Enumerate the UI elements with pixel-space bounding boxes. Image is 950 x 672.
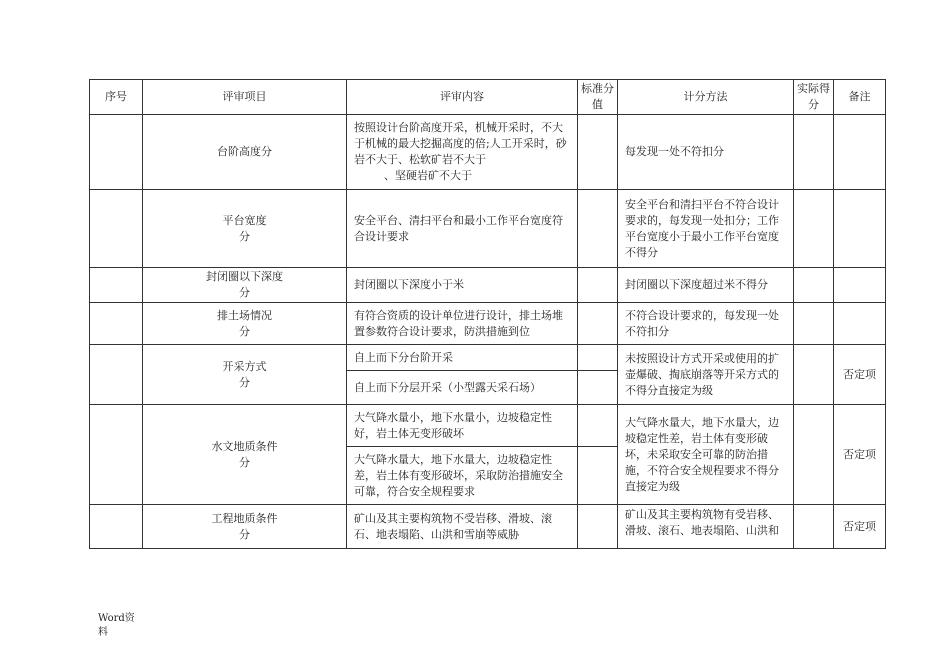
- remark-cell: 否定项: [834, 505, 886, 549]
- table-row: [90, 405, 886, 447]
- content-cell: 封闭圈以下深度小于米: [347, 268, 578, 303]
- header-item: 评审项目: [143, 80, 347, 115]
- item-cell: [143, 505, 347, 549]
- content-cell: 大气降水量大，地下水量大，边坡稳定性差，岩土体有变形破坏，采取防治措施安全可靠，符合安全规程要求: [347, 447, 578, 505]
- table-row: [90, 345, 886, 371]
- method-cell: [618, 505, 794, 549]
- actual-cell: [794, 190, 834, 268]
- item-label: 开采方式: [222, 359, 267, 373]
- standard-cell: [578, 345, 618, 371]
- content-cell: 自上而下分层开采（小型露天采石场）: [347, 371, 578, 405]
- content-cell: 自上而下分台阶开采: [347, 345, 578, 371]
- content-cell: 有符合资质的设计单位进行设计，排土场堆置参数符合设计要求，防洪措施到位: [347, 303, 578, 345]
- item-score: 分: [239, 527, 250, 541]
- method-cell: 安全平台和清扫平台不符合设计要求的，每发现一处扣分；工作平台宽度小于最小工作平台宽度不得分: [618, 190, 794, 268]
- actual-cell: [794, 115, 834, 190]
- standard-cell: [578, 115, 618, 190]
- actual-cell: [794, 268, 834, 303]
- method-cell: 大气降水量大，地下水量大，边坡稳定性差，岩土体有变形破坏，未采取安全可靠的防治措施，不符合安全规程要求不得分直接定为级: [618, 405, 794, 505]
- standard-cell: [578, 405, 618, 447]
- header-actual: 实际得分: [794, 80, 834, 115]
- item-score: 分: [239, 324, 250, 338]
- remark-cell: [834, 303, 886, 345]
- standard-cell: [578, 371, 618, 405]
- actual-cell: [794, 345, 834, 405]
- remark-cell: [834, 190, 886, 268]
- standard-cell: [578, 505, 618, 549]
- content-cell: [347, 115, 578, 190]
- item-label: 排土场情况: [217, 308, 272, 322]
- actual-cell: [794, 303, 834, 345]
- actual-cell: [794, 405, 834, 505]
- item-label: 封闭圈以下深度: [206, 270, 283, 283]
- item-cell: [143, 345, 347, 405]
- item-label: 平台宽度: [222, 213, 267, 227]
- item-label: 水文地质条件: [211, 439, 278, 453]
- remark-cell: 否定项: [834, 405, 886, 505]
- table-row: [90, 115, 886, 190]
- header-seq: 序号: [90, 80, 143, 115]
- content-cell: 安全平台、清扫平台和最小工作平台宽度符合设计要求: [347, 190, 578, 268]
- content-text: 按照设计台阶高度开采，机械开采时，不大于机械的最大挖掘高度的倍;人工开采时，砂岩不大于、松软矿岩不大于: [354, 121, 567, 166]
- seq-cell: [90, 115, 143, 190]
- item-cell: [143, 190, 347, 268]
- seq-cell: [90, 345, 143, 405]
- seq-cell: [90, 303, 143, 345]
- remark-cell: [834, 115, 886, 190]
- standard-cell: [578, 190, 618, 268]
- standard-cell: [578, 303, 618, 345]
- actual-cell: [794, 505, 834, 549]
- item-score: 分: [239, 286, 250, 299]
- item-cell: [143, 303, 347, 345]
- table-row: [90, 190, 886, 268]
- table-row: [90, 303, 886, 345]
- method-cell: 未按照设计方式开采或使用的扩壶爆破、掏底崩落等开采方式的不得分直接定为级: [618, 345, 794, 405]
- remark-cell: [834, 268, 886, 303]
- evaluation-table: [89, 79, 886, 549]
- seq-cell: [90, 505, 143, 549]
- page-footer: Word资料: [98, 613, 135, 638]
- table-row: [90, 268, 886, 303]
- seq-cell: [90, 190, 143, 268]
- item-cell: 台阶高度分: [143, 115, 347, 190]
- item-score: 分: [239, 375, 250, 389]
- item-cell: [143, 405, 347, 505]
- method-cell: 不符合设计要求的，每发现一处不符扣分: [618, 303, 794, 345]
- content-cell: 矿山及其主要构筑物不受岩移、滑坡、滚石、地表塌陷、山洪和雪崩等威胁: [347, 505, 578, 549]
- method-cell: 封闭圈以下深度超过米不得分: [618, 268, 794, 303]
- content-text-continued: 、坚硬岩矿不大于: [384, 169, 472, 182]
- remark-cell: 否定项: [834, 345, 886, 405]
- item-cell: [143, 268, 347, 303]
- header-remark: 备注: [834, 80, 886, 115]
- method-text-clipped: 矿山及其主要构筑物有受岩移、滑坡、滚石、地表塌陷、山洪和: [625, 507, 779, 537]
- content-cell: 大气降水量小，地下水量小，边坡稳定性好，岩土体无变形破坏: [347, 405, 578, 447]
- header-content: 评审内容: [347, 80, 578, 115]
- item-score: 分: [239, 229, 250, 243]
- item-label: 工程地质条件: [211, 511, 278, 525]
- seq-cell: [90, 405, 143, 505]
- header-standard: 标准分值: [578, 80, 618, 115]
- header-method: 计分方法: [618, 80, 794, 115]
- standard-cell: [578, 447, 618, 505]
- header-row: [90, 80, 886, 115]
- table-row: [90, 505, 886, 549]
- method-cell: 每发现一处不符扣分: [618, 115, 794, 190]
- standard-cell: [578, 268, 618, 303]
- seq-cell: [90, 268, 143, 303]
- item-score: 分: [239, 455, 250, 469]
